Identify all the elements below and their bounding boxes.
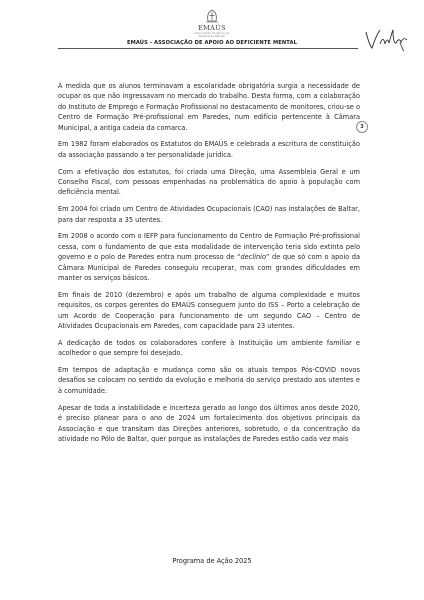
handwritten-signature	[364, 26, 412, 52]
emphasis-text: declínio	[240, 253, 267, 262]
paragraph-2008-text: ” de que só com o apoio da Câmara Municipal de Paredes conseguiu recuperar, mas com grandes dificuldades em manter os serviços básicos.	[58, 253, 360, 283]
logo-text: EMAÚS	[197, 24, 227, 32]
header-divider	[58, 48, 358, 49]
paragraph-2008	[58, 231, 360, 283]
page-header	[0, 0, 424, 50]
paragraph: Em finais de 2010 (dezembro) e após um trabalho de alguma complexidade e muitos requisitos, os corpos gerentes do EMAÚS conseguem junto do ISS – Porto a celebração de um Acordo de Cooperação para funcionamento de um segundo CAO – Centro de Atividades Ocupacionais em Paredes, com capacidade para 23 utentes.	[58, 290, 360, 331]
paragraph-2008-text: Em 2008 o acordo com o IEFP para funcionamento do Centro de Formação Pré-profissional cessa, com o fundamento de que esta modalidade de intervenção teria sido extinta pelo governo e o polo de Paredes entra num processo de “	[58, 232, 360, 262]
emaus-logo-icon	[194, 9, 230, 38]
paragraph: À medida que os alunos terminavam a escolaridade obrigatória surgia a necessidade de ocupar os que não ingressavam no mercado do trabalho. Desta forma, com a colaboração do Instituto de Emprego e Formação Profissional no destacamento de monitores, criou-se o Centro de Formação Pré-profissional em Paredes, num edifício pertencente à Câmara Municipal, a antiga cadeia da comarca.	[58, 82, 360, 132]
header-title: EMAÚS - ASSOCIAÇÃO DE APOIO AO DEFICIENTE MENTAL	[126, 40, 298, 46]
paragraph: Com a efetivação dos estatutos, foi criada uma Direção, uma Assembleia Geral e um Conselho Fiscal, com pessoas empenhadas na problemática do apoio à população com deficiência mental.	[58, 167, 360, 197]
paragraph: Em tempos de adaptação e mudança como são os atuais tempos Pós-COVID novos desafios se colocam no sentido da evolução e melhoria do serviço prestado aos utentes e à comunidade.	[58, 366, 360, 395]
document-body	[58, 81, 360, 451]
paragraph: Em 2004 foi criado um Centro de Atividades Ocupacionais (CAO) nas instalações de Baltar, para dar resposta a 35 utentes.	[58, 205, 360, 224]
logo-subtitle: Associação de Apoio ao Deficiente Mental	[194, 32, 230, 38]
paragraph: Apesar de toda a instabilidade e incerteza gerado ao longo dos últimos anos desde 2020, é preciso planear para o ano de 2024 um fortalecimento dos objetivos principais da Associação e que transitam das Direções anteriores, sobretudo, o da concentração da atividade no Pólo de Baltar, quer porque as instalações de Paredes estão cada vez mais	[58, 403, 360, 443]
page-footer: Programa de Ação 2025	[172, 557, 252, 565]
page-number-badge: 3	[356, 121, 368, 133]
paragraph: A dedicação de todos os colaboradores confere à Instituição um ambiente familiar e acolhedor o que sempre foi desejado.	[58, 338, 360, 358]
paragraph: Em 1982 foram elaborados os Estatutos do EMAÚS e celebrada a escritura de constituição da associação passando a ter personalidade jurídica.	[58, 140, 360, 159]
